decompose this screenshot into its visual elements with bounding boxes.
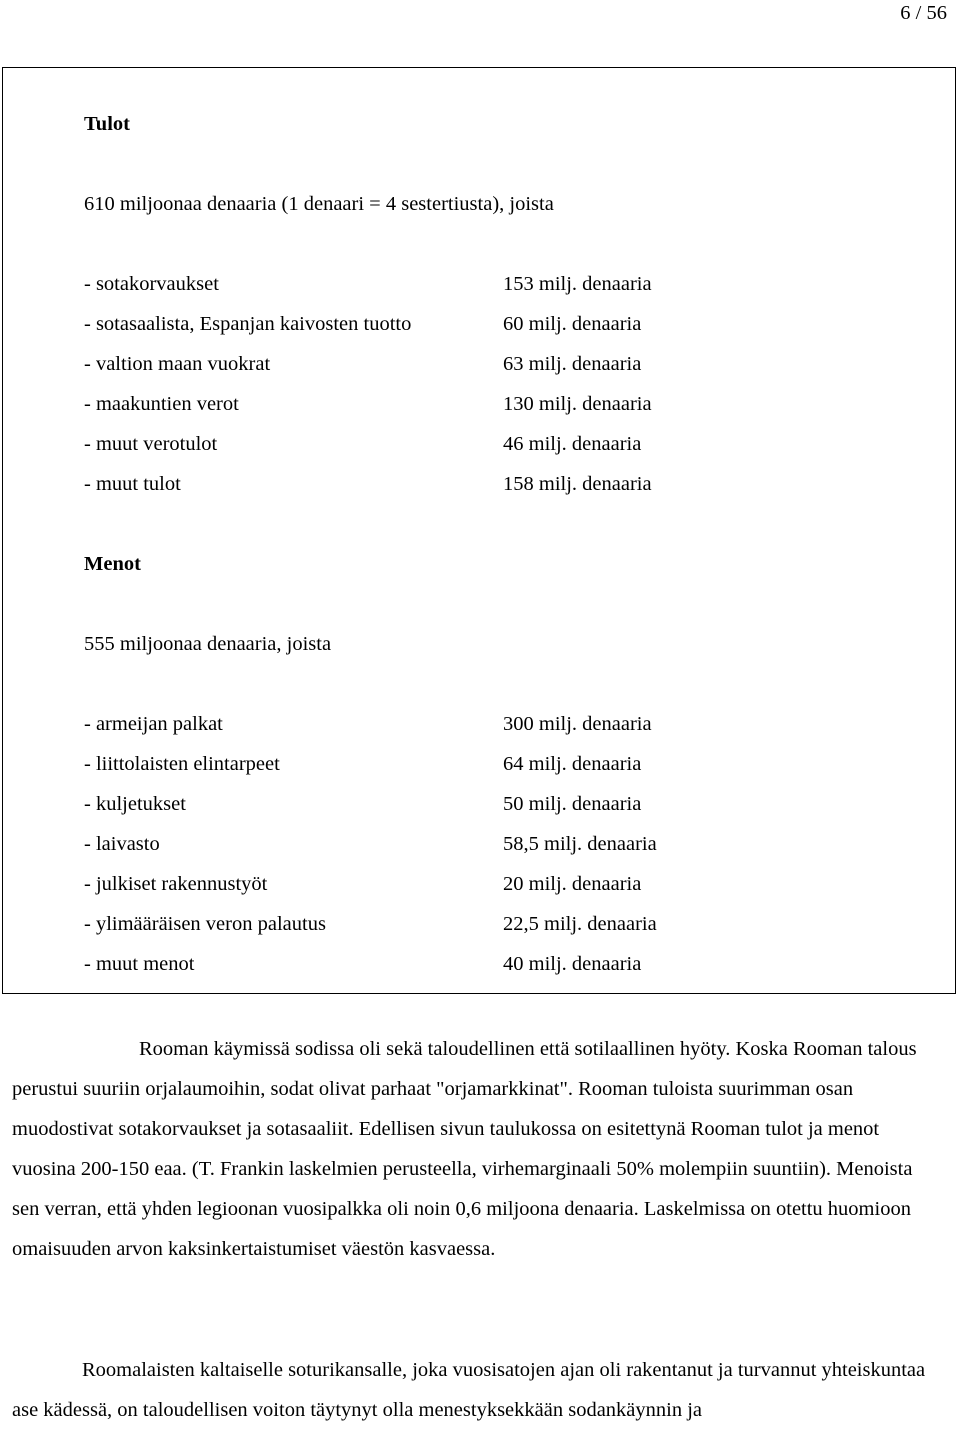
table-row xyxy=(84,944,944,984)
row-label: - sotakorvaukset xyxy=(84,273,219,295)
row-value: 130 milj. denaaria xyxy=(503,393,652,415)
row-label: - maakuntien verot xyxy=(84,393,239,415)
expenses-heading: Menot xyxy=(84,553,141,575)
spacer xyxy=(84,144,944,184)
row-value: 64 milj. denaaria xyxy=(503,753,642,775)
row-value: 50 milj. denaaria xyxy=(503,793,642,815)
table-row xyxy=(84,824,944,864)
row-label: - sotasaalista, Espanjan kaivosten tuotto xyxy=(84,313,412,335)
spacer xyxy=(84,504,944,544)
row-label: - muut tulot xyxy=(84,473,181,495)
table-row xyxy=(84,384,944,424)
row-value: 300 milj. denaaria xyxy=(503,713,652,735)
table-row xyxy=(84,744,944,784)
income-list xyxy=(84,264,944,504)
page-number: 6 / 56 xyxy=(900,2,947,24)
row-label: - laivasto xyxy=(84,833,160,855)
row-label: - ylimääräisen veron palautus xyxy=(84,913,326,935)
table-row xyxy=(84,904,944,944)
row-value: 63 milj. denaaria xyxy=(503,353,642,375)
table-row xyxy=(84,864,944,904)
table-row xyxy=(84,464,944,504)
income-expenses-box xyxy=(2,67,956,994)
spacer xyxy=(84,224,944,264)
row-label: - kuljetukset xyxy=(84,793,186,815)
row-label: - muut menot xyxy=(84,953,195,975)
spacer xyxy=(84,664,944,704)
income-expenses-content xyxy=(84,104,944,984)
paragraph-soldier-nation: Roomalaisten kaltaiselle soturikansalle, joka vuosisatojen ajan oli rakentanut ja turvannut yhteiskuntaa ase kädessä, on taloudellisen voiton täytynyt olla menestyksekkään sodankäynnin ja xyxy=(12,1359,926,1421)
income-heading: Tulot xyxy=(84,113,130,135)
row-value: 46 milj. denaaria xyxy=(503,433,642,455)
expenses-summary: 555 miljoonaa denaaria, joista xyxy=(84,633,332,655)
row-value: 153 milj. denaaria xyxy=(503,273,652,295)
row-label: - armeijan palkat xyxy=(84,713,223,735)
row-label: - muut verotulot xyxy=(84,433,218,455)
table-row xyxy=(84,264,944,304)
row-value: 158 milj. denaaria xyxy=(503,473,652,495)
row-value: 58,5 milj. denaaria xyxy=(503,833,657,855)
expenses-list xyxy=(84,704,944,984)
table-row xyxy=(84,344,944,384)
paragraph-war-economy: Rooman käymissä sodissa oli sekä taloudellinen että sotilaallinen hyöty. Koska Rooman talous perustui suuriin orjalaumoihin, sodat olivat parhaat "orjamarkkinat". Rooman tuloista suurimman osan muodostivat sotakorvaukset ja sotasaaliit. Edellisen sivun taulukossa on esitettynä Rooman tulot ja menot vuosina 200-150 eaa. (T. Frankin laskelmien perusteella, virhemarginaali 50% molempiin suuntiin). Menoista sen verran, että yhden legioonan vuosipalkka oli noin 0,6 miljoona denaaria. Laskelmissa on otettu huomioon omaisuuden arvon kaksinkertaistumiset väestön kasvaessa. xyxy=(12,1038,917,1260)
row-label: - julkiset rakennustyöt xyxy=(84,873,268,895)
income-summary: 610 miljoonaa denaaria (1 denaari = 4 sestertiusta), joista xyxy=(84,193,554,215)
table-row xyxy=(84,304,944,344)
table-row xyxy=(84,704,944,744)
row-value: 40 milj. denaaria xyxy=(503,953,642,975)
table-row xyxy=(84,424,944,464)
row-value: 22,5 milj. denaaria xyxy=(503,913,657,935)
row-label: - valtion maan vuokrat xyxy=(84,353,271,375)
row-value: 60 milj. denaaria xyxy=(503,313,642,335)
row-value: 20 milj. denaaria xyxy=(503,873,642,895)
table-row xyxy=(84,784,944,824)
spacer xyxy=(84,584,944,624)
row-label: - liittolaisten elintarpeet xyxy=(84,753,280,775)
